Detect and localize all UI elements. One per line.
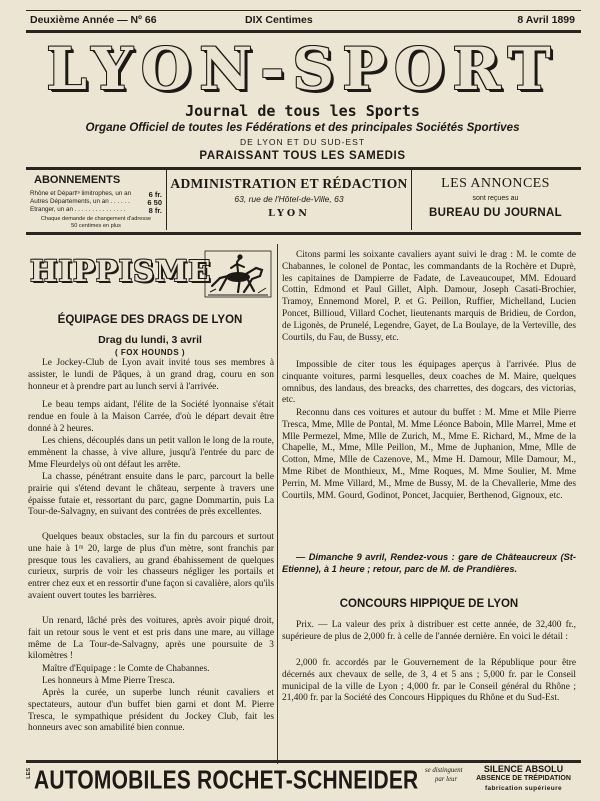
article-paragraph: Les honneurs à Mme Pierre Tresca. xyxy=(42,676,175,686)
administration-city: LYON xyxy=(268,208,310,219)
administration-box xyxy=(166,170,412,230)
advertising-box xyxy=(410,170,581,230)
section-heading-hippisme: HIPPISME xyxy=(30,254,212,288)
masthead-title: LYON-SPORT xyxy=(46,35,559,103)
subscription-note: Chaque demande de changement d'adresse xyxy=(40,216,152,222)
top-rule xyxy=(26,10,581,11)
ad-brand: AUTOMOBILES ROCHET-SCHNEIDER xyxy=(34,766,419,795)
article-fox-hounds: ( FOX HOUNDS ) xyxy=(114,348,186,357)
advertisement-footer xyxy=(26,764,581,798)
horse-rider-icon xyxy=(204,248,272,300)
subscription-row-label: Etranger, un an . . . . . . . . . . . . . . . xyxy=(30,206,126,213)
issue-price: DIX Centimes xyxy=(245,14,313,26)
article-paragraph: Quelques beaux obstacles, sur la fin du parcours et surtout une haie à 1ᵐ 20, large de plus d'un mètre, sont franchis par presque tous les cavaliers, au grand ébahissement de quelques curieux, surpris de voir les chasseurs négliger les portails et entrer chez eux et en ressortir d'une façon si cavalière, alors qu'ils avaient ouvert toutes les barrières. xyxy=(28,532,274,601)
ad-features xyxy=(466,764,581,794)
article-title: ÉQUIPAGE DES DRAGS DE LYON xyxy=(57,314,243,326)
ad-feature-silence: SILENCE ABSOLU xyxy=(483,764,564,774)
advertising-title: LES ANNONCES xyxy=(441,176,550,191)
subscription-row-amount: 6 50 xyxy=(147,198,162,207)
column-divider xyxy=(277,244,278,764)
boxes-bottom-rule xyxy=(26,232,581,235)
advertising-bureau: BUREAU DU JOURNAL xyxy=(429,207,562,219)
article-paragraph: Prix. — La valeur des prix à distribuer est cette année, de 32,400 fr., supérieure de plus de 2,000 fr. à celle de l'année dernière. En voici le détail : xyxy=(282,620,576,642)
article-paragraph: Maître d'Equipage : le Comte de Chabannes. xyxy=(42,664,210,674)
subscription-box xyxy=(26,170,166,230)
article-paragraph: La chasse, pénétrant ensuite dans le parc, parcourt la belle prairie qui s'étend devant le château, serpente à travers une épaisse futaie et, ressortant du parc, gagne Dommartin, puis La Tour-de-Salvagny, en suivant des contrées de près excellentes. xyxy=(28,472,274,518)
article-paragraph: Après la curée, un superbe lunch réunit cavaliers et spectateurs, autour d'un buffet bien garni et dont M. Pierre Tresca, le sympathique président du Jockey Club, fait les honneurs avec son amabilité bien connue. xyxy=(28,688,274,734)
ad-feature-trepidation: ABSENCE DE TRÉPIDATION xyxy=(476,775,571,782)
article-paragraph: Les chiens, découplés dans un petit vallon le long de la route, emmènent la chasse, à vive allure, jusqu'à l'entrée du parc de Mme Fleurdelys où ont défaut les arrête. xyxy=(28,436,274,470)
masthead-subtitle: Journal de tous les Sports xyxy=(185,102,420,120)
info-boxes xyxy=(26,170,581,230)
official-organ-line: Organe Officiel de toutes les Fédérations et des principales Sociétés Sportives xyxy=(85,121,520,134)
subscription-note-fee: 50 centimes en plus xyxy=(71,223,121,229)
ad-feature-fabrication: fabrication supérieure xyxy=(484,785,563,792)
subscription-row-label: Autres Départements, un an . . . . . . xyxy=(30,198,130,205)
article-paragraph: Reconnu dans ces voitures et autour du buffet : M. Mme et Mlle Pierre Tresca, Mme, Mlle de Pontal, M. Mme Léonce Baboin, Mlle Marrel, Mme et Mlle Permezel, Mme, Mlle de Zurich, M., Mme E. Richard, M., Mme de la Chapelle, M., Mme, Mlle Peillon, M., Mme de Juphanion, Mme, Mlle de Cotton, Mme, Mlle de Cazenove, M., Mme H. Damour, Mlle Damour, M., Mme Ribet de Monthieux, M., Mme Roques, M. Mme Soulier, M. Mme Perrin, M. Mme Villard, M., Mme de Bussy, M. de la Chevallerie, Mme des Courtils, MM. Gourd, Godinot, Poncet, Jacquier, Berthenod, Gignoux, etc. xyxy=(282,408,576,501)
article-paragraph: Le Jockey-Club de Lyon avait invité tous ses membres à assister, le lundi de Pâques, à un grand drag, couru en son honneur et à prendre part au lunch servi à l'arrivée. xyxy=(28,358,274,392)
subscription-row-amount: 8 fr. xyxy=(148,206,162,215)
article-paragraph: Impossible de citer tous les équipages aperçus à l'arrivée. Plus de cinquante voitures, parmi lesquelles, deux coaches de M. Maire, quelques omnibus, des landaus, des breacks, des charrettes, des dogcars, des victorias, etc. xyxy=(282,360,576,406)
footer-rule xyxy=(26,760,581,763)
subscription-title: ABONNEMENTS xyxy=(34,174,121,186)
ad-tagline-line1: se distinguent xyxy=(425,767,463,774)
ad-tagline xyxy=(425,766,465,784)
issue-line xyxy=(30,14,575,28)
issue-date: 8 Avril 1899 xyxy=(517,14,575,26)
advertising-sub: sont reçues au xyxy=(472,195,519,202)
region-line: DE LYON ET DU SUD-EST xyxy=(239,137,366,147)
ad-tagline-line2: par leur xyxy=(435,776,458,783)
administration-title: ADMINISTRATION ET RÉDACTION xyxy=(170,176,408,191)
subscription-row-amount: 6 fr. xyxy=(148,190,162,199)
publication-schedule: PARAISSANT TOUS LES SAMEDIS xyxy=(199,150,406,162)
header-rule xyxy=(26,30,581,33)
article-paragraph: 2,000 fr. accordés par le Gouvernement de la République pour être décernés aux chevaux de selle, de 3, 4 et 5 ans ; 5,000 fr. par le Conseil municipal de la ville de Lyon ; 4,000 fr. par le Conseil général du Rhône ; 21,400 fr. par la Société des Concours Hippiques du Rhône et du Sud-Est. xyxy=(282,658,576,704)
article-paragraph: Citons parmi les soixante cavaliers ayant suivi le drag : M. le comte de Chabannes, le colonel de Pontac, les commandants de la Rochère et Duprè, les capitaines de Dampierre de Fadate, de Laveaucoupet, MM. Edouard Cottin, Edmond et Paul Gillet, Alph. Damour, Joseph Casati-Brochier, Tramoy, Ennemond Morel, P. et G. Peillon, Ruffier, Michelland, Lucien Poncet, Billioud, Villard Cochet, lieutenants marquis de Bridieu, de Cordon, de Ligonès, de Prunelé, Legendre, Gayet, de La Boulaye, de la Verteville, des Courtils, du Fau, de Bussy, etc. xyxy=(282,250,576,343)
rendezvous-notice: — Dimanche 9 avril, Rendez-vous : gare de Châteaucreux (St-Etienne), à 1 heure ; retour, parc de M. de Prandières. xyxy=(282,552,576,574)
concours-title: CONCOURS HIPPIQUE DE LYON xyxy=(339,598,519,610)
administration-address: 63, rue de l'Hôtel-de-Ville, 63 xyxy=(234,194,344,204)
subscription-row-label: Rhône et Départᵗˢ limitrophes, un an xyxy=(30,190,132,197)
article-paragraph: Un renard, lâché près des voitures, après avoir piqué droit, fait un retour sous le vent et est pris dans une mare, au village même de La Tour-de-Salvagny, après une poursuite de 3 kilomètres ! xyxy=(28,616,274,662)
ad-les: LES xyxy=(26,768,32,779)
article-subtitle: Drag du lundi, 3 avril xyxy=(98,334,202,346)
issue-number: Deuxième Année — Nº 66 xyxy=(30,14,157,26)
article-paragraph: Le beau temps aidant, l'élite de la Société lyonnaise s'était rendue en foule à la Maison Carrée, d'où le départ devait être donné à 2 heures. xyxy=(28,400,274,434)
